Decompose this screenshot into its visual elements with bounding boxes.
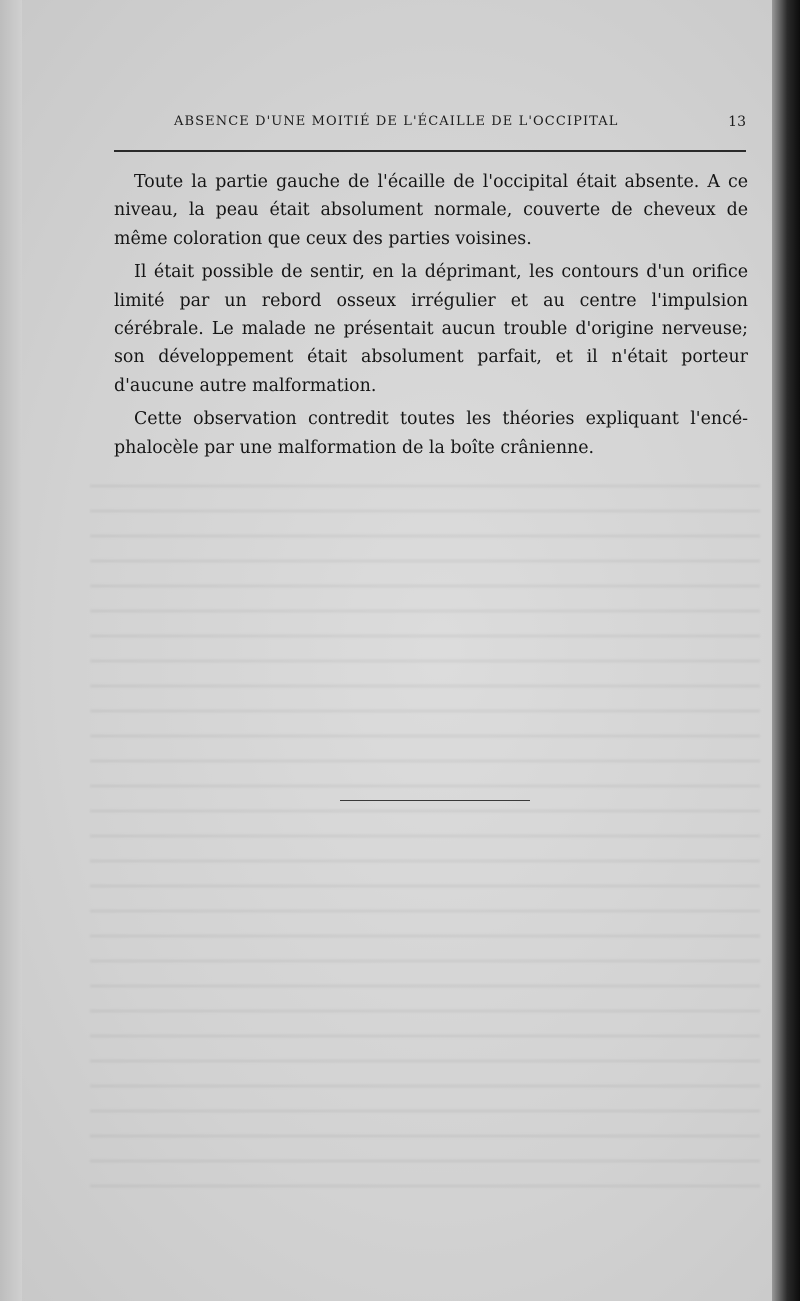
paragraph-1: Toute la partie gauche de l'écaille de l'occipital était absente. A ce niveau, la peau était absolument normale, couverte de cheveux de même coloration que ceux des parties voisines. <box>114 172 748 249</box>
scan-edge-shadow <box>772 0 800 1301</box>
paragraph-2: Il était possible de sentir, en la déprimant, les contours d'un orifice limité par un rebord osseux irrégulier et au centre l'impulsion cérébrale. Le malade ne présentait aucun trouble d'origine nerveuse; son développement était absolument parfait, et il n'était porteur d'aucune autre malformation. <box>114 262 748 396</box>
page-gutter-shadow <box>0 0 22 1301</box>
section-end-rule <box>340 800 530 801</box>
page-number: 13 <box>728 114 746 130</box>
paragraph-3: Cette observation contredit toutes les théories expliquant l'encéphalocèle par une malformation de la boîte crânienne. <box>114 409 748 458</box>
running-title: ABSENCE D'UNE MOITIÉ DE L'ÉCAILLE DE L'OCCIPITAL <box>174 114 619 129</box>
bleed-through-texture <box>90 470 760 1190</box>
body-text <box>114 168 748 467</box>
header-rule <box>114 150 746 152</box>
